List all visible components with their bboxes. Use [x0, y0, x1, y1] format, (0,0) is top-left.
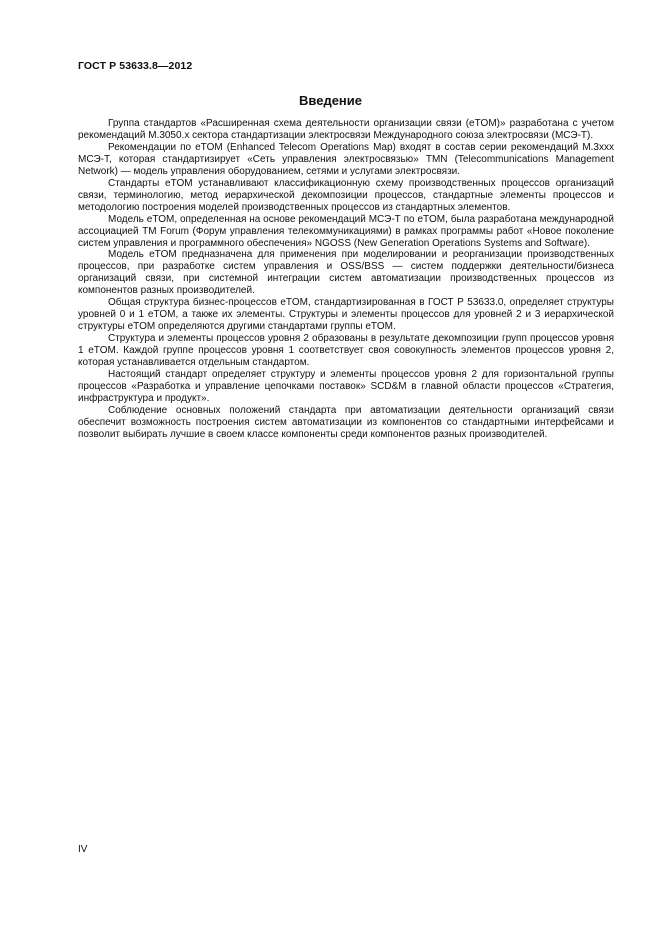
paragraph: Стандарты eTOM устанавливают классификационную схему производственных процессов организаций связи, терминологию, метод иерархической декомпозиции процессов, стандартные элементы процессов и методологию построения моделей производственных процессов из стандартных элементов. — [78, 177, 614, 213]
paragraph: Модель eTOM предназначена для применения при моделировании и реорганизации производственных процессов, при разработке систем управления и OSS/BSS — систем поддержки деятельности/бизнеса организаций связи, при системной интеграции систем автоматизации производственных процессов из компонентов разных производителей. — [78, 249, 614, 297]
paragraph: Рекомендации по eTOM (Enhanced Telecom Operations Map) входят в состав серии рекомендаций М.3xxx МСЭ-Т, которая стандартизирует «Сеть управления электросвязью» TMN (Telecommunications Management Network) — модель управления оборудованием, сетями и услугами электросвязи. — [78, 141, 614, 177]
standard-id-header: ГОСТ Р 53633.8—2012 — [78, 60, 193, 72]
body-text — [78, 118, 614, 441]
paragraph: Модель eTOM, определенная на основе рекомендаций МСЭ-Т по eTOM, была разработана международной ассоциацией TM Forum (Форум управления телекоммуникациями) в рамках программы работ «Новое поколение систем управления и программного обеспечения» NGOSS (New Generation Operations Systems and Software). — [78, 213, 614, 249]
page-number: IV — [78, 844, 88, 855]
paragraph: Соблюдение основных положений стандарта при автоматизации деятельности организаций связи обеспечит возможность построения систем автоматизации из компонентов со стандартными интерфейсами и позволит выбирать лучшие в своем классе компоненты среди компонентов разных производителей. — [78, 404, 614, 440]
paragraph: Общая структура бизнес-процессов eTOM, стандартизированная в ГОСТ Р 53633.0, определяет структуры уровней 0 и 1 eTOM, а также их элементы. Структуры и элементы процессов для уровней 2 и 3 иерархической структуры eTOM определяются другими стандартами группы eTOM. — [78, 297, 614, 333]
paragraph: Настоящий стандарт определяет структуру и элементы процессов уровня 2 для горизонтальной группы процессов «Разработка и управление цепочками поставок» SCD&M в главной области процессов «Стратегия, инфраструктура и продукт». — [78, 369, 614, 404]
paragraph: Структура и элементы процессов уровня 2 образованы в результате декомпозиции групп процессов уровня 1 eTOM. Каждой группе процессов уровня 1 соответствует своя совокупность элементов процессов уровня 2, которая устанавливается отдельным стандартом. — [78, 333, 614, 369]
section-title: Введение — [299, 93, 362, 108]
paragraph: Группа стандартов «Расширенная схема деятельности организации связи (eTOM)» разработана с учетом рекомендаций М.3050.x сектора стандартизации электросвязи Международного союза электросвязи (МСЭ-Т). — [78, 118, 614, 141]
